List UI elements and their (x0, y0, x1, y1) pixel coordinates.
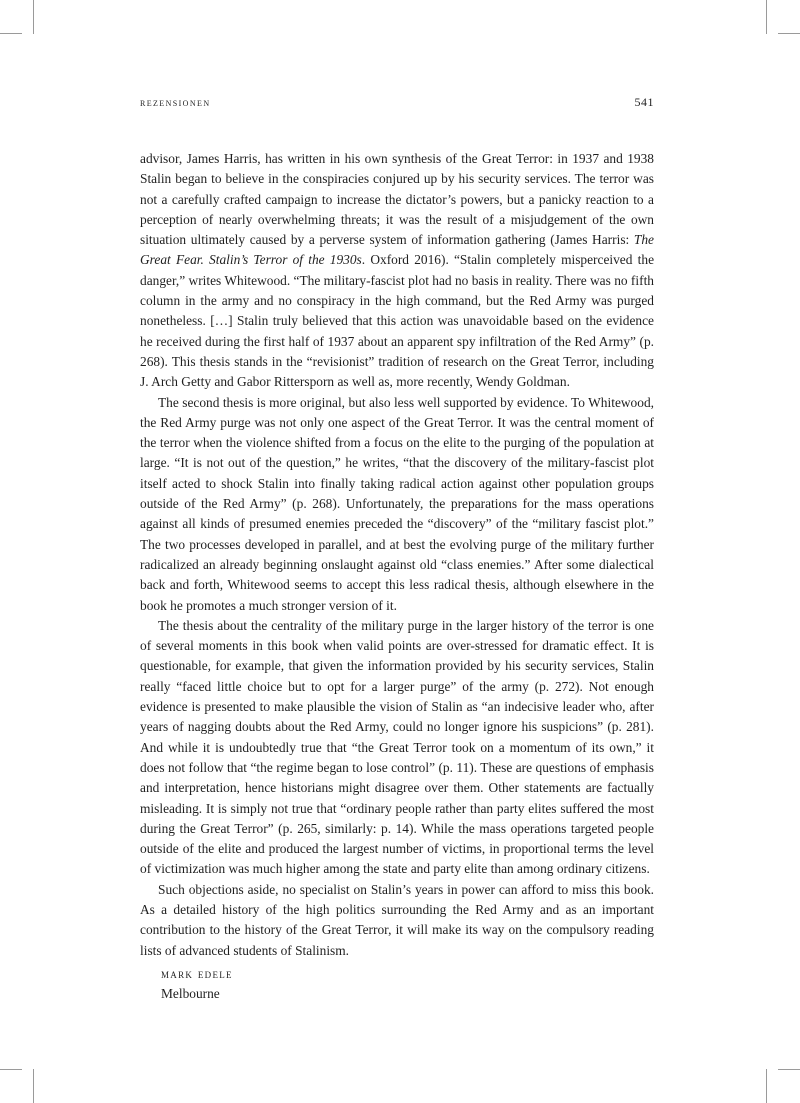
page-number: 541 (634, 95, 654, 109)
crop-mark-top-left-vertical (33, 0, 34, 34)
crop-mark-top-right-vertical (766, 0, 767, 34)
reviewer-city: Melbourne (161, 986, 220, 1002)
running-head (140, 95, 654, 111)
paragraph-4: Such objections aside, no specialist on Stalin’s years in power can afford to miss this book. As a detailed history of the high politics surrounding the Red Army and as an important contribution to the history of the Great Terror, it will make its way on the compulsory reading lists of advanced students of Stalinism. (140, 881, 654, 958)
review-body (140, 149, 654, 961)
crop-mark-bottom-right-vertical (766, 1069, 767, 1103)
reviewer-name: mark edele (161, 966, 233, 981)
crop-mark-bottom-right-horizontal (778, 1069, 800, 1070)
crop-mark-bottom-left-vertical (33, 1069, 34, 1103)
running-head-section: rezensionen (140, 95, 211, 109)
paragraph-1-text-before: advisor, James Harris, has written in his own synthesis of the Great Terror: in 1937 and 1938 Stalin began to believe in the conspiracies conjured up by his security services. The terror was not a carefully crafted campaign to increase the dictator’s powers, but a panicky reaction to a perception of nearly overwhelming threats; it was the result of a misjudgement of the own situation ultimately caused by a perverse system of information gathering (James Harris: (140, 151, 654, 248)
paragraph-1 (140, 149, 654, 393)
crop-mark-top-left-horizontal (0, 33, 22, 34)
paragraph-1-text-after: . Oxford 2016). “Stalin completely misperceived the danger,” writes Whitewood. “The military-fascist plot had no basis in reality. There was no fifth column in the army and no conspiracy in the high command, but the Red Army was purged nonetheless. […] Stalin truly believed that this action was unavoidable based on the evidence he received during the first half of 1937 about an apparent spy infiltration of the Red Army” (p. 268). This thesis stands in the “revisionist” tradition of research on the Great Terror, including J. Arch Getty and Gabor Rittersporn as well as, more recently, Wendy Goldman. (140, 252, 655, 390)
cited-book-title: The Great Fear. Stalin’s Terror of the 1930s (140, 232, 654, 268)
paragraph-2: The second thesis is more original, but also less well supported by evidence. To Whitewood, the Red Army purge was not only one aspect of the Great Terror. It was the central moment of the terror when the violence shifted from a focus on the elite to the purging of the population at large. “It is not out of the question,” he writes, “that the discovery of the military-fascist plot itself acted to shock Stalin into finally taking radical action against other population groups outside of the Red Army” (p. 268). Unfortunately, the preparations for the mass operations against all kinds of presumed enemies preceded the “discovery” of the “military fascist plot.” The two processes developed in parallel, and at best the evolving purge of the military further radicalized an already beginning onslaught against old “class enemies.” After some dialectical back and forth, Whitewood seems to accept this less radical thesis, although elsewhere in the book he promotes a much stronger version of it. (140, 394, 654, 613)
crop-mark-top-right-horizontal (778, 33, 800, 34)
review-signature (161, 964, 233, 1005)
crop-mark-bottom-left-horizontal (0, 1069, 22, 1070)
paragraph-3: The thesis about the centrality of the military purge in the larger history of the terror is one of several moments in this book when valid points are over-stressed for dramatic effect. It is questionable, for example, that given the information provided by his security services, Stalin really “faced little choice but to opt for a larger purge” of the army (p. 272). Not enough evidence is presented to make plausible the vision of Stalin as “an indecisive leader who, after years of nagging doubts about the Red Army, could no longer ignore his suspicions” (p. 281). And while it is undoubtedly true that “the Great Terror took on a momentum of its own,” it does not follow that “the regime began to lose control” (p. 11). These are questions of emphasis and interpretation, hence historians might disagree over them. Other statements are factually misleading. It is simply not true that “ordinary people rather than party elites suffered the most during the Great Terror” (p. 265, similarly: p. 14). While the mass operations targeted people outside of the elite and produced the largest number of victims, in proportional terms the level of victimization was much higher among the state and party elite than among ordinary citizens. (140, 617, 654, 877)
